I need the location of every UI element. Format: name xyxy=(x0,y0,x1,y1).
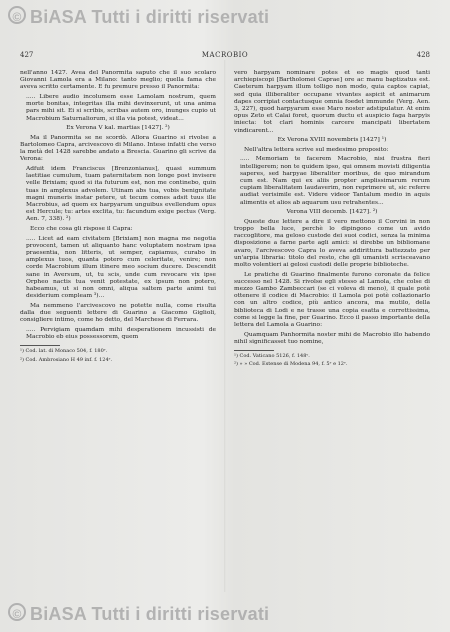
footnote-rule xyxy=(234,350,274,351)
paragraph: Ex Verona V kal. martias [1427]. ²) xyxy=(66,125,170,132)
left-column-body xyxy=(20,70,216,341)
footnote: ¹) Cod. Vaticano 5126, f. 148ᵛ. xyxy=(234,353,310,360)
left-column xyxy=(20,70,216,365)
page-number-right: 428 xyxy=(416,51,430,59)
paragraph: ..... Libere audio incolumem esse Lamolam nostrum, quem morte bonitas, integritas illa mihi devinxerunt, ut una anima pars mihi sit. Ei si scribis, scribas autem oro, inunges cupio ut Macrobium Saturnaliorum, si illa via potest, videat... xyxy=(26,94,216,122)
footnote: ²) » » Cod. Estense di Modena 94, f. 5ᵛ e 12ᵛ. xyxy=(234,361,348,368)
watermark-text: BiASA Tutti i diritti riservati xyxy=(30,604,270,624)
paragraph: ..... Pervigiam quamdam mihi desperationem incussisti de Macrobio eb eius possessorem, quem xyxy=(26,326,216,341)
paragraph: ..... Memoriam te facerem Macrobio, nisi frustra fieri intelligerem; non te quidem ipso, qui omnem movisti diligentia saperes, sed harpyae liberaliter moribus, de quo mirandum cum est. Nam qui ex aliis propter amplissimarum rerum cupiam liberalitatem laudaverim, non reprimere ut, sic referre audiat verisimile est. Videre videor Tantalum medio in aquis alimentis et alios ab aquarum usu retrahentes... xyxy=(240,156,430,206)
paragraph: Queste due lettere a dire il vero mettono il Corvini in non troppo bella luce, perchè lo dipingono come un avido raccoglitore, ma geloso custode dei suoi codici, senza la minima disposizione a farne parte agli amici: si direbbe un bibliomane avaro, l'arcivescovo Capra lo aveva addirittura battezzato per un'arpia libraria: titolo del resto, che gli umanisti scrisceavano molto volentieri ai gelosi custodi delle proprie biblioteche. xyxy=(234,218,430,269)
left-footnotes xyxy=(20,348,216,362)
paragraph: Ex Verona XVIII novembris [1427] ¹) xyxy=(277,137,387,144)
paragraph: Ma nemmeno l'arcivescovo ne potette nulla, come risulta dalla due seguenti lettere di Guarino a Giacomo Giglioli, consigliere intimo, come ho detto, del Marchese di Ferrara. xyxy=(20,302,216,324)
footnote: ¹) Cod. lat. di Monaco 504, f. 180ᵛ. xyxy=(20,348,108,355)
right-column xyxy=(234,70,430,370)
paragraph: Verona VIII decemb. [1427]. ²) xyxy=(286,209,378,216)
paragraph: nell'anno 1427. Avea del Panormita saputo che il suo scolaro Giovanni Lamola era a Milano: tanto meglio; quella fama che aveva scritto certamente. E fu premure presso il Panormita: xyxy=(20,70,216,91)
watermark-text: BiASA Tutti i diritti riservati xyxy=(30,7,270,27)
running-header xyxy=(20,51,430,61)
running-head-title: MACROBIO xyxy=(201,51,249,59)
paragraph: Quamquam Panhormita noster mihi de Macrobio illo habendo nihil significasset tuo nomine, xyxy=(234,331,430,345)
paragraph: Ma il Panormita se ne scordò. Allora Guarino si rivolse a Bartolomeo Capra, arcivescovo di Milano. Intese infatti che verso la metà del 1428 sarebbe andato a Brescia. Guarino gli scrive da Verona: xyxy=(20,134,216,163)
paragraph: Le pratiche di Guarino finalmente furono coronate da felice successo nel 1428. Si rivolse egli stesso al Lamola, che colse di mezzo Gambo Zambeccari (se ci voleva di meno), il quale potè ottenere il codice di Macrobio: il Lamola poi potè collazionarlo con un altro codice, più antico ancora, ma mutilo, della biblioteca di Lodi e ne trasse una copia esatta e correttissima, come si legge la fine, per Guarino. Ecco il passo importante della lettera del Lamola a Guarino: xyxy=(234,271,430,329)
paragraph: Adfuit idem Franciscus [Brenzonianus], quasi summum laetitiae cumulum, tuam paternitatem non longe post invisere velle Brixiam; quod si ita futurum est, non me continebo, quin tuas in amplexus advolem. Utinam abs tua, vobis benignitate magni muneris instar petere, ut tecum comes adsit tuus ille Macrobius, ad quem ex harpyarum unguibus evellendum opus est Hercule; tu: artes exclita, tu: facundum exige pectus (Verg. Aen. 7, 338). ²) xyxy=(26,166,216,223)
footnote-rule xyxy=(20,345,60,346)
copyright-logo-icon: © xyxy=(8,6,26,24)
paragraph: Ecco che cosa gli rispose il Capra: xyxy=(30,226,133,233)
footnote: ²) Cod. Ambrosiano H 49 inf. f. 124ᵛ. xyxy=(20,356,113,363)
page-number-left: 427 xyxy=(20,51,34,59)
page-fold-shadow xyxy=(224,60,226,592)
copyright-logo-icon: © xyxy=(8,603,26,621)
paragraph: vero harpyam nominare potes et eo magis quod tanti archiepiscopi [Bartholomei Caprae] ore ac manu baptizatus est. Caeterum harpyam illum tolligo non modo, quia captos capiat, sed quia illiberaliter occupane vivantes aspicit et animarum dapes corripiat contactusque omnia foedet immunde (Verg. Aen. 3, 227), quod harpyarum esse Maro noster adstipulatur. At enim opus Zeto et Calai foret, quorum ductu et auspicio faga harpyis iniecta: tot clari hominis carcere mancipati libertatem vindicarent... xyxy=(234,70,430,134)
right-column-body xyxy=(234,70,430,346)
watermark-bottom xyxy=(8,603,269,625)
paragraph: ..... Licet ad eam civitatem [Brixiam] non magna me negotia provocent, tamen ut aliquanto hanc voluptatem nostram ipsa praesentia, non litteris, ut semper, capiamus, curabo in amplexus tuos, quanta potero cum celeritate, venire; non corde Macrobium illum itinere meo socium ducere. Descendit sane in Aversum, ut, tu scis, unde cum revocare vix ipse Orpheo nactis tua venit potestate, ex ipsum non potero, habeamus, ut si non omni, aliqua saltem parte animi tui desiderium compleam ³)... xyxy=(26,235,216,300)
right-footnotes xyxy=(234,353,430,367)
paragraph: Nell'altra lettera scrive sul medesimo proposito: xyxy=(244,146,389,153)
watermark-top xyxy=(8,6,269,28)
